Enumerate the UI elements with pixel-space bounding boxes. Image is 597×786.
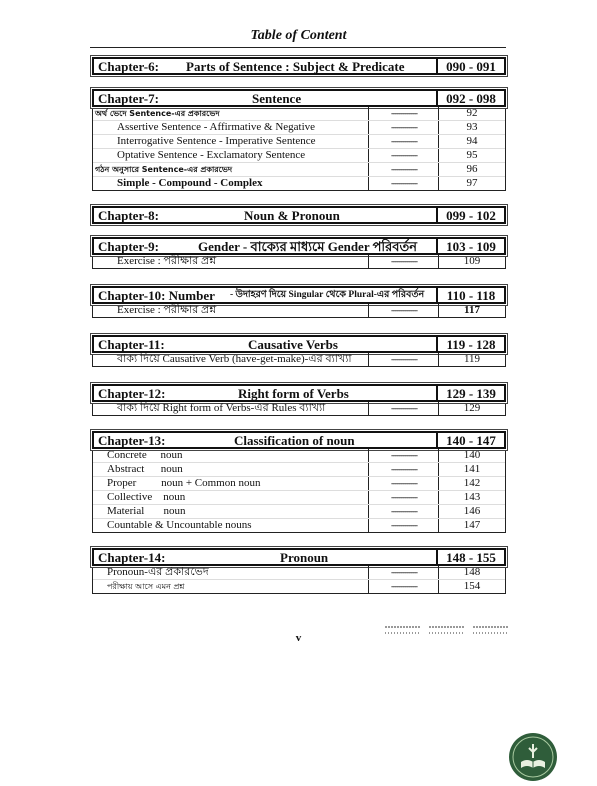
list-item [93,402,505,415]
list-item [93,566,505,579]
entry-label: অর্থ ভেদে Sentence-এর প্রকারভেদ [95,109,220,118]
dot-leader: ------------- [368,402,439,415]
entry-label: Concrete noun [107,449,183,461]
entry-label: Simple - Compound - Complex [117,177,263,189]
chapter-number: Chapter-9: [98,239,159,254]
entry-page: 147 [438,519,505,532]
chapter-name: Classification of noun [234,433,355,448]
entry-page: 96 [438,163,505,176]
chapter-14 [92,548,506,594]
chapter-9 [92,237,506,269]
entry-label: Collective noun [107,491,186,503]
chapter-number: Chapter-10: Number [98,288,215,303]
chapter-number: Chapter-12: [98,386,166,401]
page-number: v [295,632,302,644]
dot-leader: ------------- [368,449,439,462]
dot-leader: ------------- [368,163,439,176]
chapter-11 [92,335,506,367]
chapter-12 [92,384,506,416]
list-item [93,148,505,162]
dot-leader: ------------- [368,519,439,532]
entry-page: 109 [438,255,505,268]
chapter-header [92,89,506,107]
list-item [93,462,505,476]
chapter-name: Right form of Verbs [238,386,349,401]
dot-leader: ------------- [368,477,439,490]
entry-page: 93 [438,121,505,134]
chapter-name: - উদাহরণ দিয়ে Singular থেকে Plural-এর পরিবর্তন [230,290,425,300]
chapter-header [92,384,506,402]
chapter-8 [92,206,506,224]
list-item [93,504,505,518]
list-item [93,353,505,366]
dot-leader: ------------- [368,149,439,162]
dot-leader: ------------- [368,177,439,190]
page-title: Table of Content [250,28,347,43]
entry-page: 94 [438,135,505,148]
title-divider [90,47,506,48]
chapter-header [92,548,506,566]
chapter-6 [92,57,506,75]
dot-leader: ------------- [368,566,439,579]
chapter-number: Chapter-6: [98,59,159,74]
chapter-number: Chapter-13: [98,433,166,448]
entry-label: Countable & Uncountable nouns [107,519,252,531]
list-item [93,107,505,120]
list-item [93,518,505,532]
dot-leader: ------------- [368,135,439,148]
entry-page: 148 [438,566,505,579]
list-item [93,304,505,317]
list-item [93,579,505,593]
chapter-13 [92,431,506,533]
entry-page: 117 [438,304,505,317]
entry-label: Interrogative Sentence - Imperative Sentence [117,135,316,147]
chapter-7 [92,89,506,191]
chapter-name: Sentence [252,91,302,106]
entry-label: Exercise : পরীক্ষার প্রশ্ন [117,304,217,316]
chapter-header [92,335,506,353]
chapter-pages: 110 - 118 [436,288,504,302]
entry-page: 129 [438,402,505,415]
entry-label: বাক্য দিয়ে Causative Verb (have-get-make)-এর ব্যাখ্যা [117,353,352,365]
list-item [93,490,505,504]
chapter-name: Pronoun [280,550,329,565]
entry-label: Exercise : পরীক্ষার প্রশ্ন [117,255,217,267]
entry-page: 92 [438,107,505,120]
chapter-name: Noun & Pronoun [244,208,340,223]
list-item [93,255,505,268]
entry-label: বাক্য দিয়ে Right form of Verbs-এর Rules ব্যাখ্যা [117,402,326,414]
entry-page: 140 [438,449,505,462]
dot-leader: ------------- [368,107,439,120]
entry-label: Proper noun + Common noun [107,477,261,489]
dot-leader: ------------- [368,255,439,268]
chapter-name: Gender - বাক্যের মাধ্যমে Gender পরিবর্তন [198,239,418,254]
chapter-pages: 103 - 109 [436,239,504,253]
entry-label: গঠন অনুসারে Sentence-এর প্রকারভেদ [95,165,233,174]
chapter-pages: 090 - 091 [436,59,504,73]
chapter-number: Chapter-14: [98,550,166,565]
list-item [93,176,505,190]
chapter-header [92,206,506,224]
entry-label: Optative Sentence - Exclamatory Sentence [117,149,306,161]
chapter-pages: 099 - 102 [436,208,504,222]
entry-label: Abstract noun [107,463,183,475]
entry-page: 143 [438,491,505,504]
entry-label: Pronoun-এর প্রকারভেদ [107,566,209,578]
entry-label: Material noun [107,505,186,517]
book-logo-icon [508,732,558,782]
chapter-name: Parts of Sentence : Subject & Predicate [186,59,405,74]
chapter-number: Chapter-7: [98,91,159,106]
entry-page: 154 [438,580,505,593]
list-item [93,476,505,490]
chapter-header [92,286,506,304]
chapter-pages: 129 - 139 [436,386,504,400]
chapter-number: Chapter-8: [98,208,159,223]
entry-label: পরীক্ষায় আসে এমন প্রশ্ন [107,582,185,591]
list-item [93,120,505,134]
chapter-pages: 092 - 098 [436,91,504,105]
chapter-pages: 119 - 128 [436,337,504,351]
list-item [93,134,505,148]
chapter-header [92,431,506,449]
dot-leader: ------------- [368,353,439,366]
dot-leader: ------------- [368,491,439,504]
entry-page: 95 [438,149,505,162]
chapter-header [92,57,506,75]
dot-leader: ------------- [368,580,439,593]
list-item [93,162,505,176]
entry-page: 142 [438,477,505,490]
chapter-header [92,237,506,255]
dot-leader: ------------- [368,463,439,476]
chapter-number: Chapter-11: [98,337,165,352]
decorative-ornament [385,624,509,636]
dot-leader: ------------- [368,505,439,518]
chapter-pages: 148 - 155 [436,550,504,564]
entry-page: 119 [438,353,505,366]
chapter-name: Causative Verbs [248,337,338,352]
dot-leader: ------------- [368,304,439,317]
entry-page: 146 [438,505,505,518]
list-item [93,449,505,462]
chapter-10 [92,286,506,318]
entry-page: 97 [438,177,505,190]
chapter-pages: 140 - 147 [436,433,504,447]
entry-label: Assertive Sentence - Affirmative & Negative [117,121,316,133]
dot-leader: ------------- [368,121,439,134]
entry-page: 141 [438,463,505,476]
